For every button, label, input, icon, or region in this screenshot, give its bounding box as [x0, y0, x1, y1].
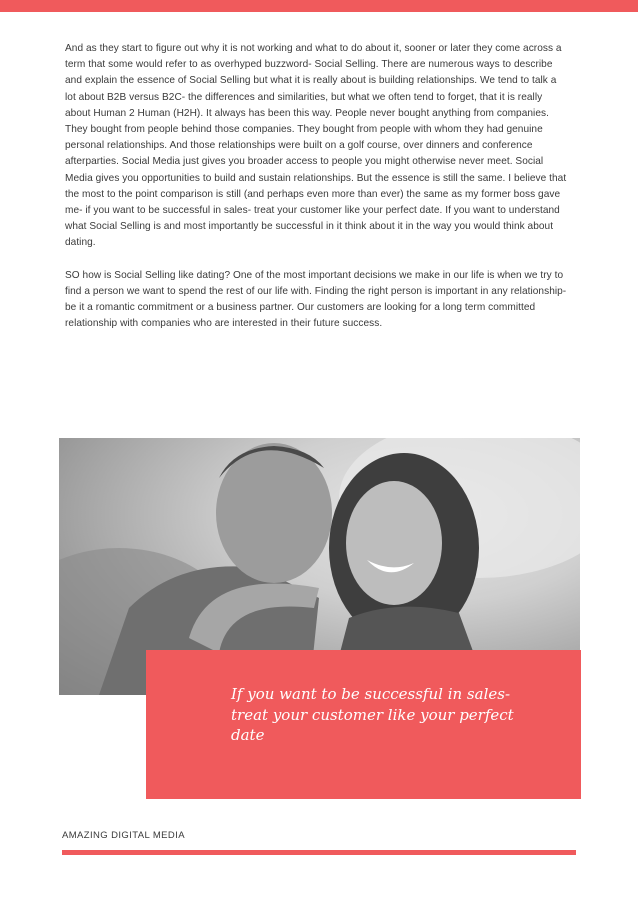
footer-accent-bar [62, 850, 576, 855]
paragraph-1: And as they start to figure out why it is not working and what to do about it, sooner or later they come across a term that some would refer to as overhyped buzzword- Social Selling. There are numerous ways to describe and explain the essence of Social Selling but what it is really about is building relationships. We tend to talk a lot about B2B versus B2C- the differences and similarities, but what we often tend to forget, that it is really about Human 2 Human (H2H). It always has been this way. People never bought anything from companies. They bought from people behind those companies. They bought from people with whom they had genuine personal relationships. And those relationships were built on a golf course, over dinners and conference afterparties. Social Media just gives you broader access to people you might otherwise never meet. Social Media gives you opportunities to build and sustain relationships. But the essence is still the same. I believe that the most to the point comparison is still (and perhaps even more than ever) the same as my former boss gave me- if you want to be successful in sales- treat your customer like your perfect date. If you want to understand what Social Selling is and most importantly be successful in it think about it in the way you would think about dating. [65, 43, 567, 249]
paragraph-2: SO how is Social Selling like dating? One of the most important decisions we make in our life is when we try to find a person we want to spend the rest of our life with. Finding the right person is important in any relationship- be it a romantic commitment or a business partner. Our customers are looking for a long term committed relationship with companies who are interested in their future success. [65, 269, 567, 330]
article-body [65, 41, 570, 349]
footer-brand-label: AMAZING DIGITAL MEDIA [62, 830, 185, 841]
top-accent-bar [0, 0, 638, 12]
pull-quote-text: If you want to be successful in sales- treat your customer like your perfect date [231, 685, 514, 744]
